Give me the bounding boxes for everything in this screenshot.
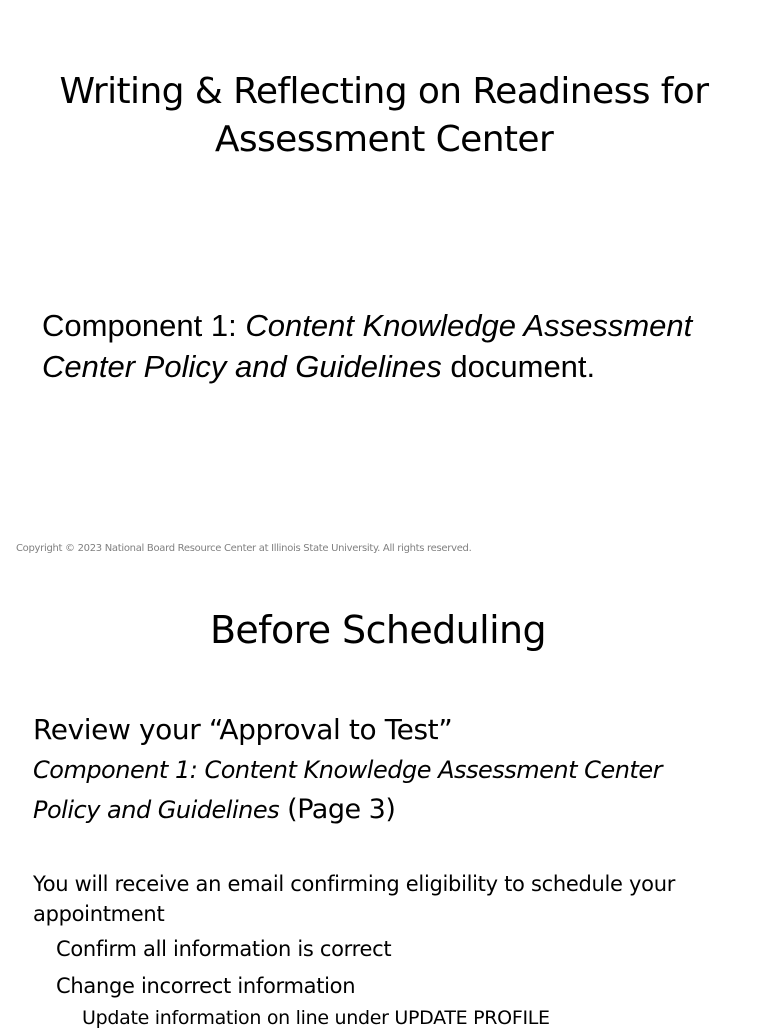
component-document-title: Component 1: Content Knowledge Assessment Center Policy and Guidelines	[33, 756, 662, 824]
slide-1-title-line-1: Writing & Reflecting on Readiness for	[59, 71, 709, 112]
review-approval-line: Review your “Approval to Test”	[33, 713, 453, 746]
bullet-update-profile: Update information on line under UPDATE PROFILE	[82, 1007, 550, 1029]
bullet-confirm-info: Confirm all information is correct	[56, 937, 392, 961]
body-prefix: Component 1:	[42, 308, 246, 343]
component-reference	[33, 750, 733, 830]
body-document-title: Content Knowledge Assessment Center Policy and Guidelines	[42, 308, 693, 384]
email-confirmation-text: You will receive an email confirming eligibility to schedule your appointment	[33, 872, 676, 926]
slide-1-title	[20, 68, 748, 164]
slide-1-title-line-2: Assessment Center	[214, 119, 554, 160]
component-page-ref: (Page 3)	[279, 794, 396, 825]
slide-2	[0, 560, 768, 1029]
copyright-notice: Copyright © 2023 National Board Resource Center at Illinois State University. All rights reserved.	[16, 543, 472, 554]
slide-1-body	[42, 305, 732, 387]
bullet-change-info: Change incorrect information	[56, 974, 356, 998]
slide-2-title: Before Scheduling	[209, 608, 547, 652]
body-suffix: document.	[441, 349, 596, 384]
